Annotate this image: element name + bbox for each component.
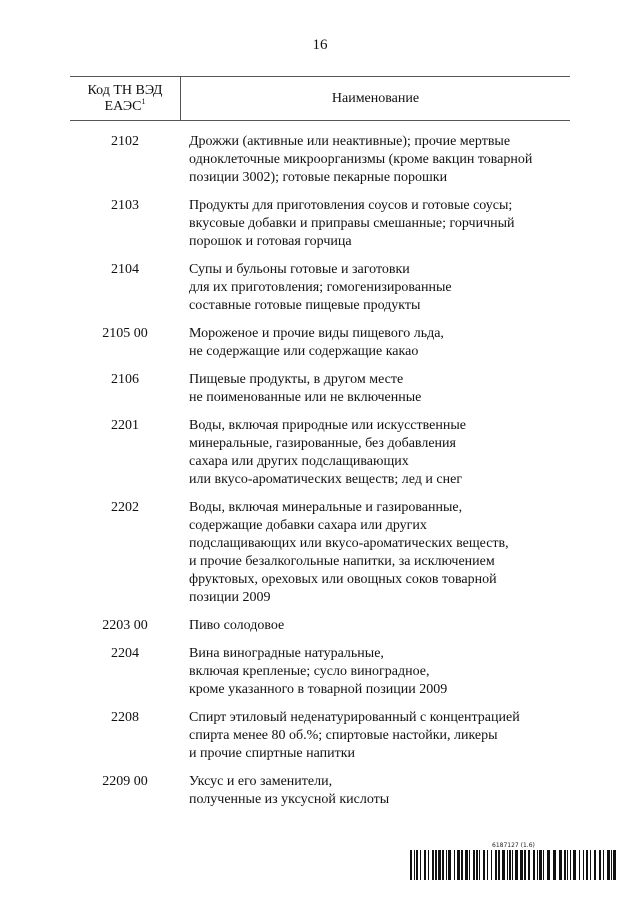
- table-row: [70, 617, 570, 635]
- footnote-marker: 1: [141, 96, 146, 106]
- table-row: [70, 197, 570, 251]
- row-code: 2104: [111, 262, 139, 277]
- row-code: 2208: [111, 710, 139, 725]
- row-name: Вина виноградные натуральные, включая крепленые; сусло виноградное, кроме указанного в товарной позиции 2009: [189, 646, 448, 697]
- row-code: 2202: [111, 500, 139, 515]
- row-code: 2209 00: [102, 774, 148, 789]
- table-row: [70, 417, 570, 489]
- row-code: 2103: [111, 198, 139, 213]
- row-code: 2105 00: [102, 326, 148, 341]
- page-number: 16: [312, 37, 328, 53]
- header-code-line1: Код ТН ВЭД: [87, 82, 163, 98]
- barcode-caption: 6187127 (1.6): [492, 842, 535, 849]
- row-code: 2203 00: [102, 618, 148, 633]
- row-name: Продукты для приготовления соусов и готовые соусы; вкусовые добавки и приправы смешанные; горчичный порошок и готовая горчица: [189, 198, 515, 249]
- row-name: Воды, включая минеральные и газированные, содержащие добавки сахара или других подслащивающих или вкусо-ароматических веществ, и прочие безалкогольные напитки, за исключением фруктовых, ореховых или овощных соков товарной позиции 2009: [189, 500, 509, 605]
- row-name: Пищевые продукты, в другом месте не поименованные или не включенные: [189, 372, 422, 405]
- row-name: Дрожжи (активные или неактивные); прочие мертвые одноклеточные микроорганизмы (кроме вакцин товарной позиции 3002); готовые пекарные порошки: [189, 134, 533, 185]
- row-name: Уксус и его заменители, полученные из уксусной кислоты: [189, 774, 390, 807]
- barcode-image: [410, 850, 618, 880]
- table-row: [70, 371, 570, 407]
- row-name: Спирт этиловый неденатурированный с концентрацией спирта менее 80 об.%; спиртовые настойки, ликеры и прочие спиртные напитки: [189, 710, 520, 761]
- row-name: Пиво солодовое: [189, 618, 285, 633]
- row-name: Воды, включая природные или искусственные минеральные, газированные, без добавления сахара или других подслащивающих или вкусо-ароматических веществ; лед и снег: [189, 418, 466, 487]
- barcode-block: [410, 842, 618, 880]
- header-name-column: Наименование: [331, 90, 420, 106]
- row-code: 2106: [111, 372, 139, 387]
- row-name: Мороженое и прочие виды пищевого льда, не содержащие или содержащие какао: [189, 326, 444, 359]
- table-row: [70, 645, 570, 699]
- row-code: 2102: [111, 134, 139, 149]
- commodity-table: [70, 76, 570, 809]
- table-row: [70, 709, 570, 763]
- table-body: [70, 121, 570, 809]
- table-row: [70, 773, 570, 809]
- row-code: 2201: [111, 418, 139, 433]
- header-code-line2: [104, 96, 146, 115]
- table-row: [70, 133, 570, 187]
- table-header: [70, 76, 570, 121]
- row-code: 2204: [111, 646, 139, 661]
- row-name: Супы и бульоны готовые и заготовки для их приготовления; гомогенизированные составные готовые пищевые продукты: [189, 262, 452, 313]
- table-row: [70, 499, 570, 607]
- table-row: [70, 325, 570, 361]
- header-code-abbr: ЕАЭС: [104, 98, 142, 114]
- header-code-column: [70, 77, 181, 120]
- table-row: [70, 261, 570, 315]
